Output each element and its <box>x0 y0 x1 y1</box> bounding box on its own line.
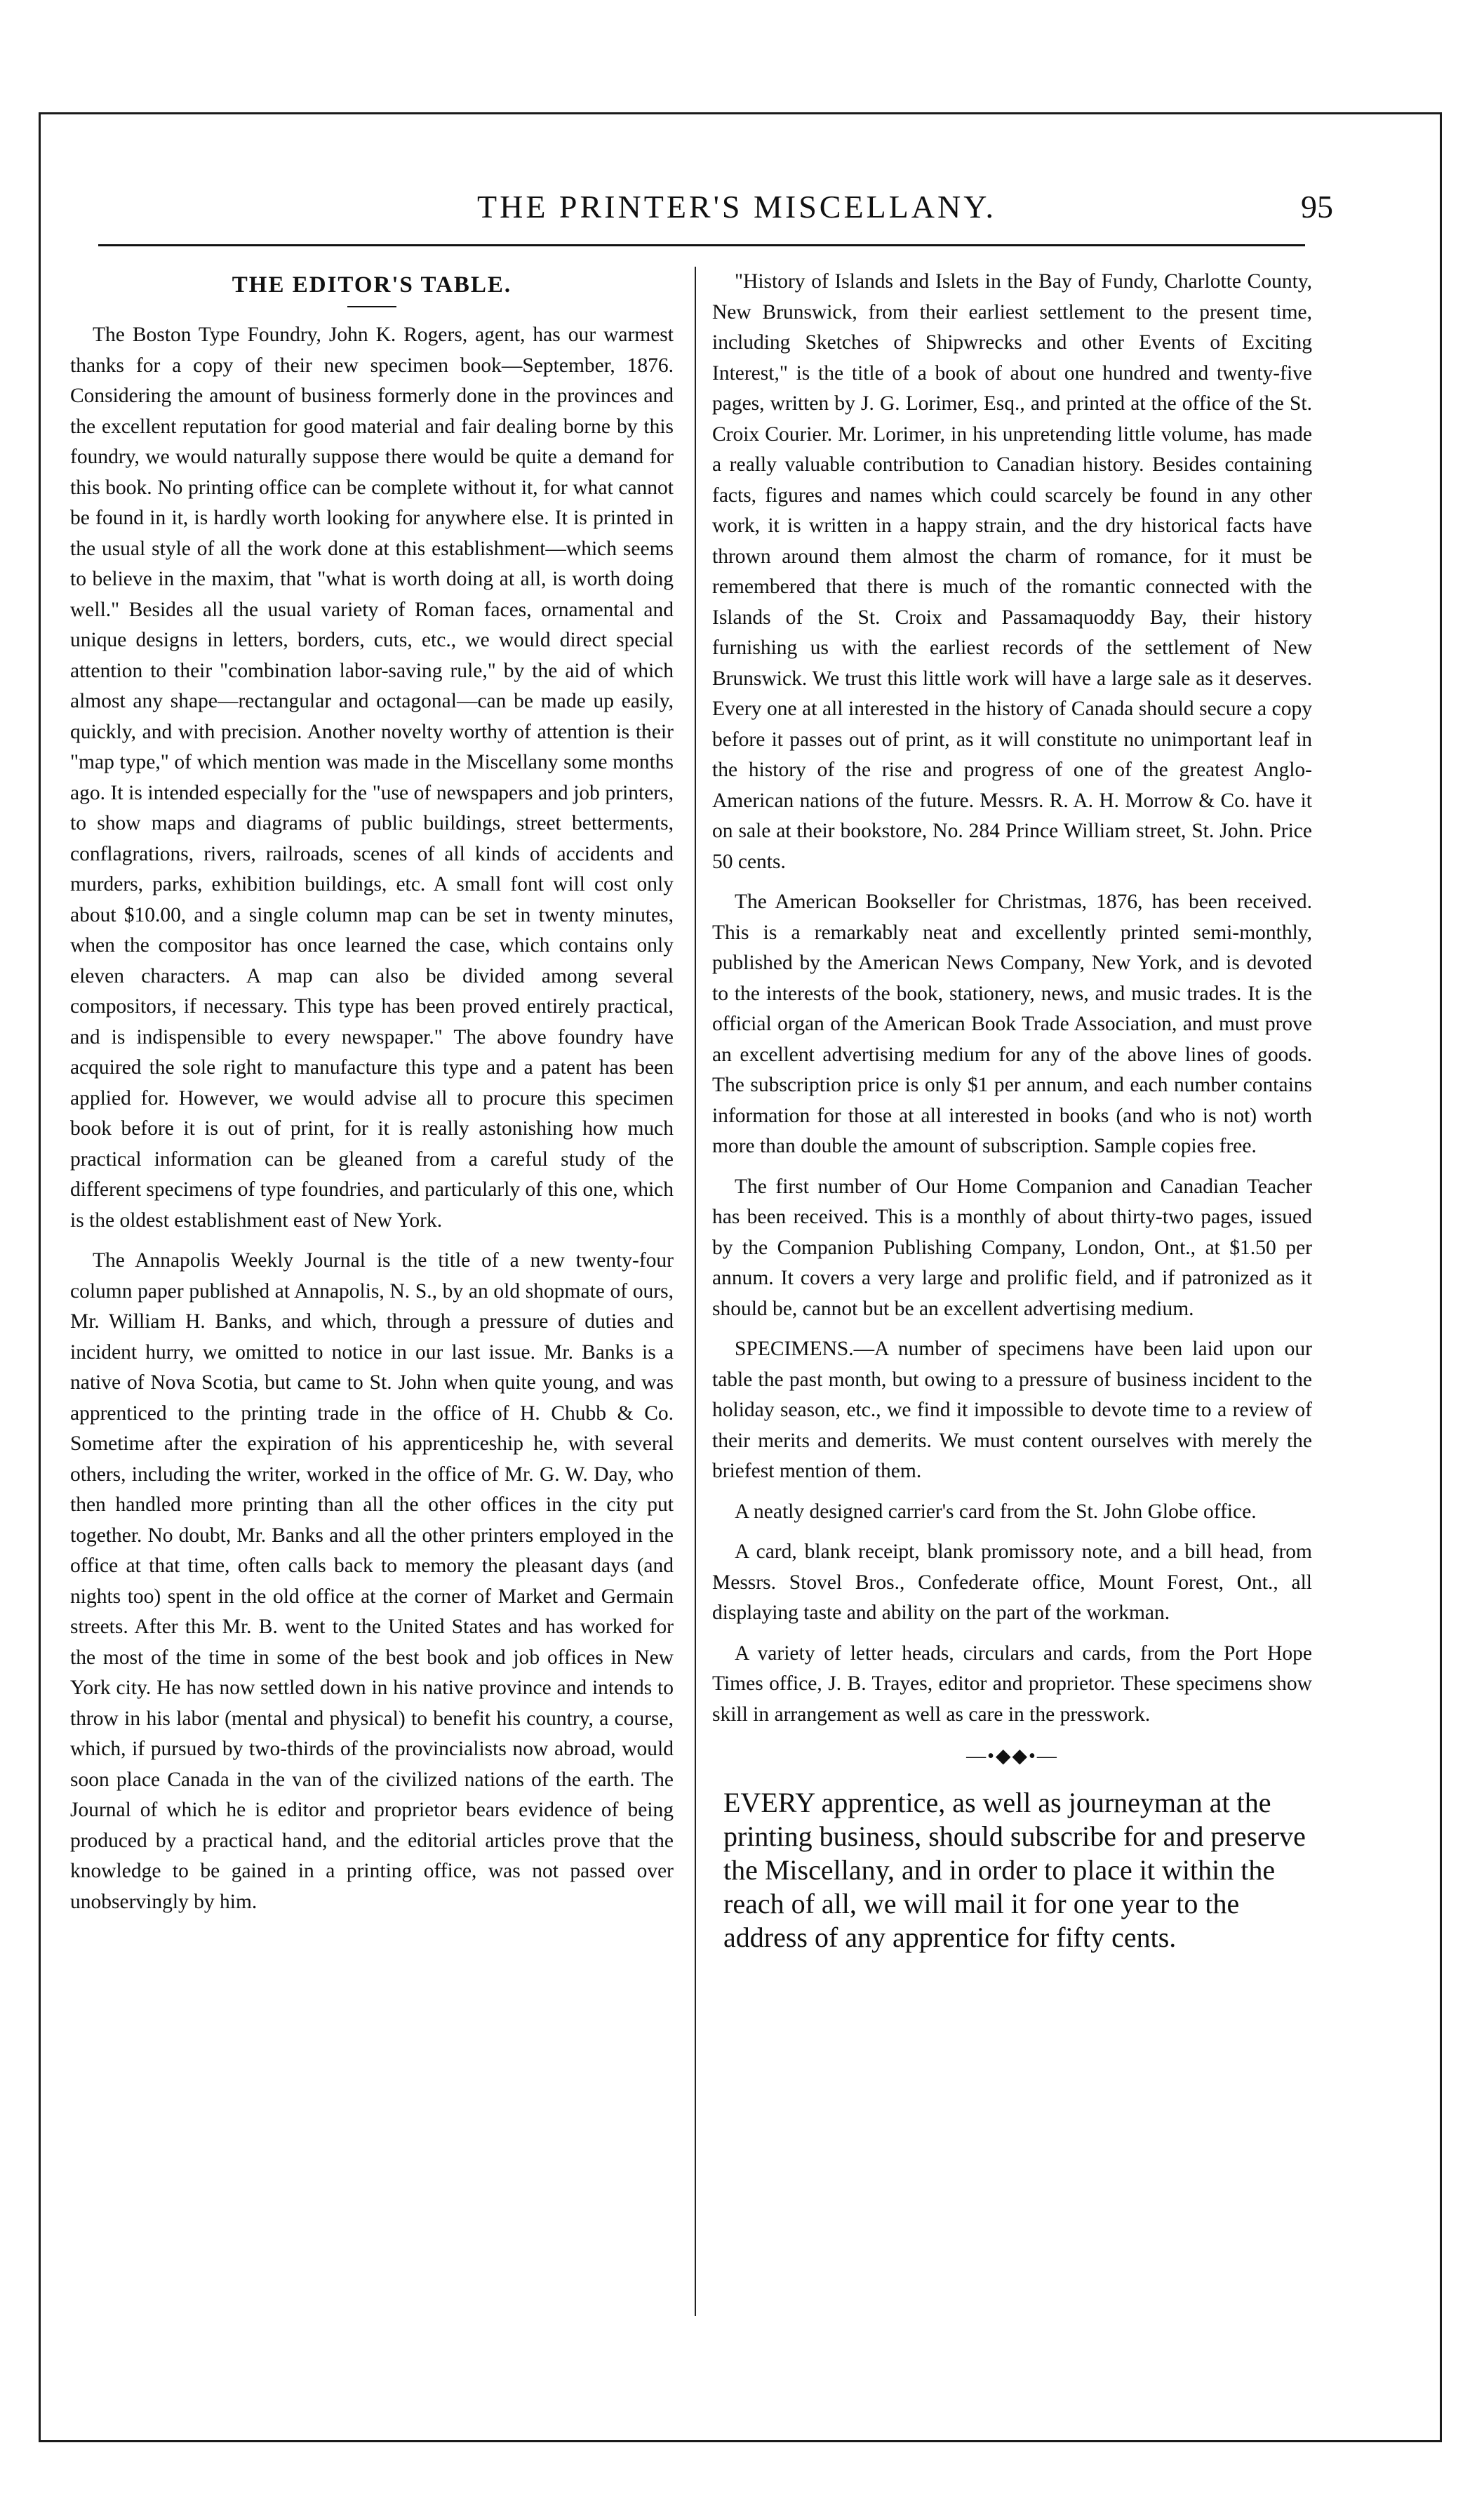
article-boston-type-foundry: The Boston Type Foundry, John K. Rogers, agent, has our warmest thanks for a copy of their new specimen book—September, 1876. Considering the amount of business formerly done in the provinces and the excellent reputation for good material and fair dealing borne by this foundry, we would naturally suppose there would be quite a demand for this book. No printing office can be complete without it, for what cannot be found in it, is hardly worth looking for anywhere else. It is printed in the usual style of all the work done at this establishment—which seems to believe in the maxim, that "what is worth doing at all, is worth doing well." Besides all the usual variety of Roman faces, ornamental and unique designs in letters, borders, cuts, etc., we would direct special attention to their "combination labor-saving rule," by the aid of which almost any shape—rectangular and octagonal—can be made up easily, quickly, and with precision. Another novelty worthy of attention is their "map type," of which mention was made in the Miscellany some months ago. It is intended especially for the "use of newspapers and job printers, to show maps and diagrams of public buildings, street betterments, conflagrations, rivers, railroads, scenes of all kinds of accidents and murders, parks, exhibition buildings, etc. A small font will cost only about $10.00, and a single column map can be set in twenty minutes, when the compositor has once learned the case, which contains only eleven characters. A map can also be divided among several compositors, if necessary. This type has been proved entirely practical, and is indispensible to every newspaper." The above foundry have acquired the sole right to manufacture this type and a patent has been applied for. However, we would advise all to procure this specimen book before it is out of print, for it is really astonishing how much practical information can be gleaned from a careful study of the different specimens of type foundries, and particularly of this one, which is the oldest establishment east of New York. <box>70 324 674 1232</box>
article-american-bookseller: The American Bookseller for Christmas, 1876, has been received. This is a remarkably neat and excellently printed semi-monthly, published by the American News Company, New York, and is devoted to the interests of the book, stationery, news, and music trades. It is the official organ of the American Book Trade Association, and must prove an excellent advertising medium for any of the above lines of goods. The subscription price is only $1 per annum, and each number contains information for those at all interested in books (and who is not) worth more than double the amount of subscription. Sample copies free. <box>712 891 1312 1157</box>
article-annapolis-journal: The Annapolis Weekly Journal is the title of a new twenty-four column paper published at Annapolis, N. S., by an old shopmate of ours, Mr. William H. Banks, and which, through a pressure of duties and incident hurry, we omitted to notice in our last issue. Mr. Banks is a native of Nova Scotia, but came to St. John when quite young, and was apprenticed to the printing trade in the office of H. Chubb & Co. Sometime after the expiration of his apprenticeship he, with several others, including the writer, worked in the office of Mr. G. W. Day, who then handled more printing than all the other offices in the city put together. No doubt, Mr. Banks and all the other printers employed in the office at that time, often calls back to memory the pleasant days (and nights too) spent in the old office at the corner of Market and Germain streets. After this Mr. B. went to the United States and has worked for the most of the time in some of the best book and job offices in New York city. He has now settled down in his native province and intends to throw in his labor (mental and physical) to benefit his country, a course, which, if pursued by two-thirds of the provincialists now abroad, would soon place Canada in the van of the civilized nations of the earth. The Journal of which he is editor and proprietor bears evidence of being produced by a practical hand, and the editorial articles prove that the knowledge to be gained in a printing office, was not passed over unobservingly by him. <box>70 1249 674 1913</box>
title-rule <box>347 306 396 307</box>
running-head <box>140 179 1333 235</box>
column-divider <box>695 267 696 2316</box>
right-column <box>712 267 1312 1955</box>
article-home-companion: The first number of Our Home Companion and Canadian Teacher has been received. This is a monthly of about thirty-two pages, issued by the Companion Publishing Company, London, Ont., at $1.50 per annum. It covers a very large and prolific field, and if patronized as it should be, cannot but be an excellent advertising medium. <box>712 1175 1312 1320</box>
subscription-notice-text: EVERY apprentice, as well as journeyman at the printing business, should subscribe for and preserve the Miscellany, and in order to place it within the reach of all, we will mail it for one year to the address of any apprentice for fifty cents. <box>723 1786 1306 1953</box>
article-port-hope-times: A variety of letter heads, circulars and cards, from the Port Hope Times office, J. B. Trayes, editor and proprietor. These specimens show skill in arrangement as well as care in the presswork. <box>712 1642 1312 1726</box>
ornament-divider: —•◆◆•— <box>966 1745 1058 1767</box>
article-specimens: SPECIMENS.—A number of specimens have been laid upon our table the past month, but owing to a pressure of business incident to the holiday season, etc., we find it impossible to devote time to a review of their merits and demerits. We must content ourselves with merely the briefest mention of them. <box>712 1338 1312 1482</box>
running-title: THE PRINTER'S MISCELLANY. <box>477 189 996 225</box>
header-rule <box>98 244 1305 246</box>
article-carriers-card: A neatly designed carrier's card from the St. John Globe office. <box>735 1500 1257 1523</box>
subscription-notice <box>712 1786 1312 1955</box>
article-history-of-islands: "History of Islands and Islets in the Bay of Fundy, Charlotte County, New Brunswick, from their earliest settlement to the present time, including Sketches of Shipwrecks and other Events of Exciting Interest," is the title of a book of about one hundred and twenty-five pages, written by J. G. Lorimer, Esq., and printed at the office of the St. Croix Courier. Mr. Lorimer, in his unpretending little volume, has made a really valuable contribution to Canadian history. Besides containing facts, figures and names which could scarcely be found in any other work, it is written in a happy strain, and the dry historical facts have thrown around them almost the charm of romance, for it must be remembered that there is much of the romantic connected with the Islands of the St. Croix and Passamaquoddy Bay, their history furnishing us with the earliest records of the settlement of New Brunswick. We trust this little work will have a large sale as it deserves. Every one at all interested in the history of Canada should secure a copy before it passes out of print, as it will constitute no unimportant leaf in the history of the rise and progress of one of the greatest Anglo-American nations of the future. Messrs. R. A. H. Morrow & Co. have it on sale at their bookstore, No. 284 Prince William street, St. John. Price 50 cents. <box>712 270 1312 873</box>
left-column <box>70 267 674 1927</box>
page-number: 95 <box>1301 189 1333 225</box>
article-stovel-bros: A card, blank receipt, blank promissory note, and a bill head, from Messrs. Stovel Bros., Confederate office, Mount Forest, Ont., all displaying taste and ability on the part of the workman. <box>712 1540 1312 1624</box>
section-title: THE EDITOR'S TABLE. <box>232 272 512 298</box>
